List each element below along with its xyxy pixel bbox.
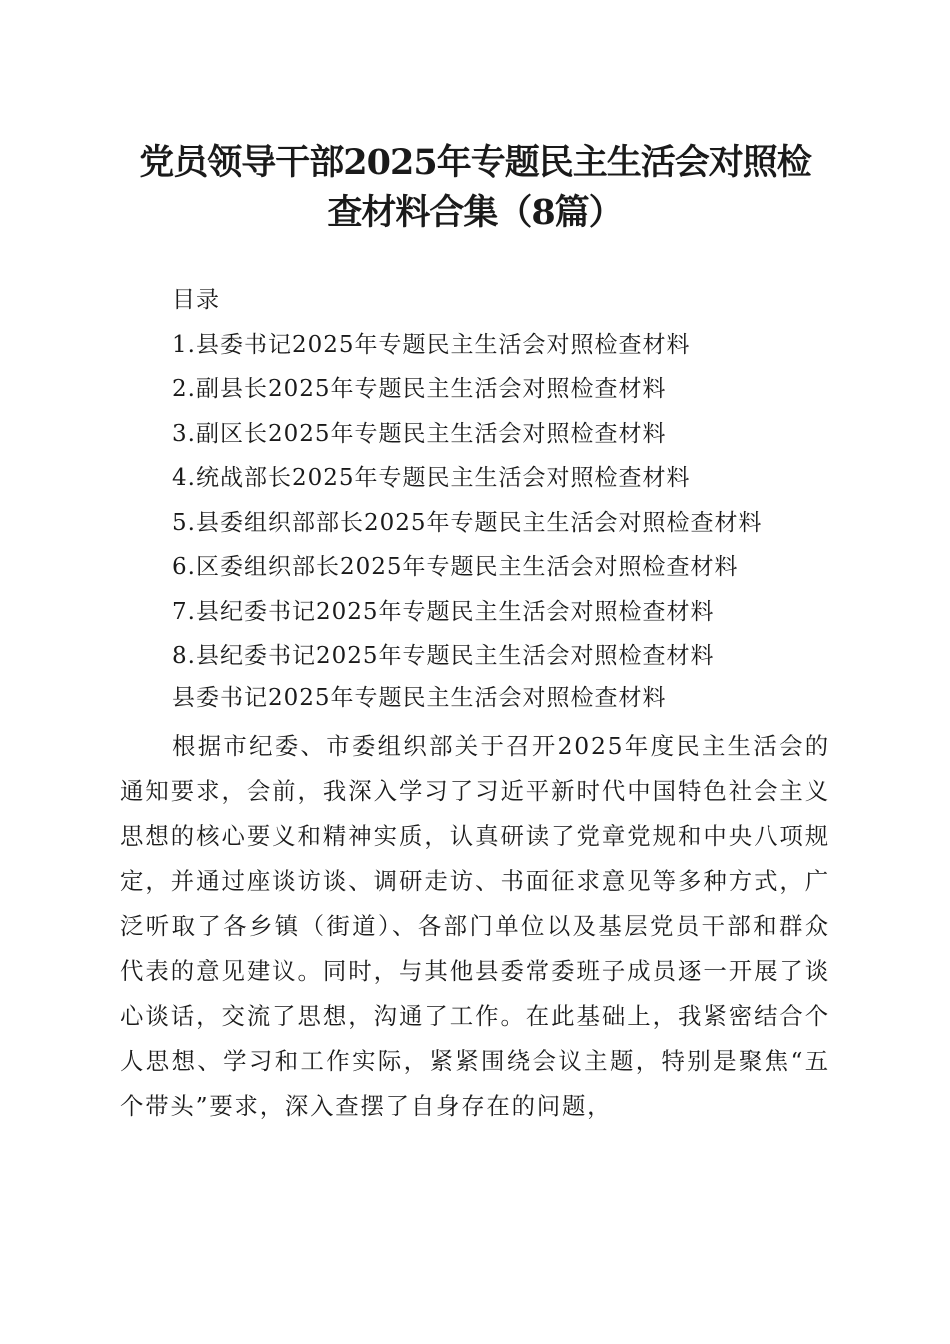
toc-item: 4.统战部长2025年专题民主生活会对照检查材料 — [172, 465, 691, 491]
toc-item: 7.县纪委书记2025年专题民主生活会对照检查材料 — [172, 598, 715, 625]
title-line-1: 党员领导干部2025年专题民主生活会对照检 — [139, 142, 811, 183]
toc-item: 8.县纪委书记2025年专题民主生活会对照检查材料 — [172, 643, 715, 669]
toc-heading: 目录 — [172, 287, 220, 313]
table-of-contents — [172, 278, 872, 679]
document-title — [100, 138, 850, 238]
toc-item: 3.副区长2025年专题民主生活会对照检查材料 — [172, 420, 667, 447]
toc-item: 1.县委书记2025年专题民主生活会对照检查材料 — [172, 331, 691, 358]
title-line-2: 查材料合集（8篇） — [327, 192, 623, 233]
toc-item: 5.县委组织部部长2025年专题民主生活会对照检查材料 — [172, 509, 763, 536]
section-title: 县委书记2025年专题民主生活会对照检查材料 — [172, 685, 667, 711]
body-paragraph: 根据市纪委、市委组织部关于召开2025年度民主生活会的通知要求，会前，我深入学习了习近平新时代中国特色社会主义思想的核心要义和精神实质，认真研读了党章党规和中央八项规定，并通过座谈访谈、调研走访、书面征求意见等多种方式，广泛听取了各乡镇（街道）、各部门单位以及基层党员干部和群众代表的意见建议。同时，与其他县委常委班子成员逐一开展了谈心谈话，交流了思想，沟通了工作。在此基础上，我紧密结合个人思想、学习和工作实际，紧紧围绕会议主题，特别是聚焦“五个带头”要求，深入查摆了自身存在的问题， — [120, 732, 830, 1120]
toc-item: 2.副县长2025年专题民主生活会对照检查材料 — [172, 376, 667, 402]
toc-item: 6.区委组织部长2025年专题民主生活会对照检查材料 — [172, 554, 739, 580]
